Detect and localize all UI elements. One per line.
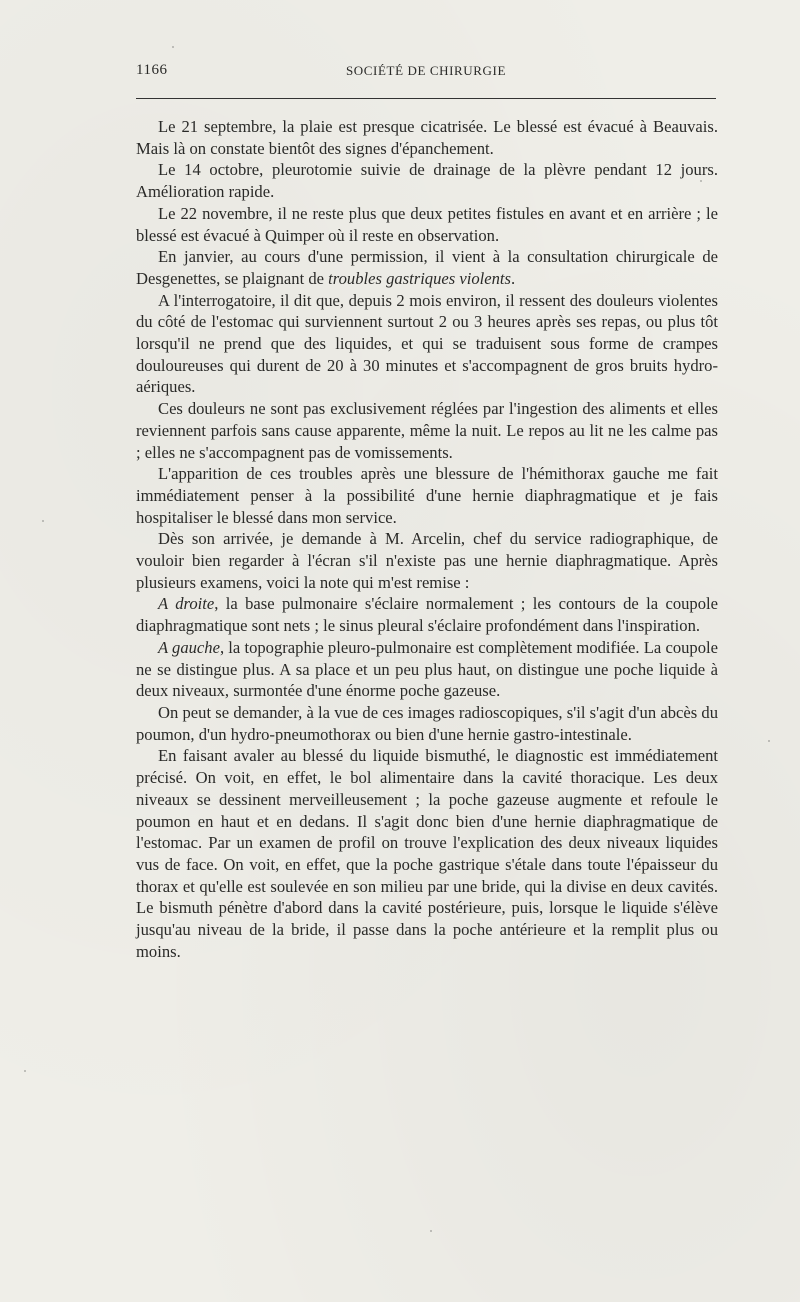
paper-speck [700, 180, 702, 182]
body-text [136, 116, 718, 962]
left-side-label: A gauche [158, 637, 220, 657]
paper-speck [768, 740, 770, 742]
paper-speck [430, 1230, 432, 1232]
paper-speck [24, 1070, 26, 1072]
header-rule [136, 98, 716, 99]
paragraph-pleurotomy: Le 14 octobre, pleurotomie suivie de drainage de la plèvre pendant 12 jours. Amélioration rapide. [136, 160, 718, 202]
page-number: 1166 [136, 62, 168, 78]
paragraph-november: Le 22 novembre, il ne reste plus que deux petites fistules en avant et en arrière ; le blessé est évacué à Quimper où il reste en observation. [136, 203, 718, 245]
paragraph-left-side [136, 637, 718, 702]
paragraph-suspicion: L'apparition de ces troubles après une blessure de l'hémithorax gauche me fait immédiatement penser à la possibilité d'une hernie diaphragmatique et je fais hospitaliser le blessé dans mon service. [136, 464, 718, 527]
consultation-end: . [511, 268, 516, 288]
consultation-text: En janvier, au cours d'une permission, il vient à la consultation chirurgicale de Desgenettes, se plaignant de [136, 247, 718, 288]
paragraph-consultation [136, 246, 718, 289]
consultation-italic: troubles gastriques violents [328, 268, 511, 288]
right-side-text: , la base pulmonaire s'éclaire normalement ; les contours de la coupole diaphragmatique sont nets ; le sinus pleural s'éclaire profondément dans l'inspiration. [136, 594, 718, 636]
paper-speck [42, 520, 44, 522]
paragraph-pain-details: Ces douleurs ne sont pas exclusivement réglées par l'ingestion des aliments et elles reviennent parfois sans cause apparente, même la nuit. Le repos au lit ne les calme pas ; elles ne s'accompagnent pas de vomissements. [136, 399, 718, 462]
right-side-label: A droite [158, 594, 215, 614]
journal-title: SOCIÉTÉ DE CHIRURGIE [345, 63, 507, 78]
paragraph-right-side [136, 593, 718, 636]
paper-speck [172, 46, 174, 48]
paragraph-evacuation: Le 21 septembre, la plaie est presque cicatrisée. Le blessé est évacué à Beauvais. Mais là on constate bientôt des signes d'épanchement. [136, 117, 718, 158]
paragraph-radiography-request: Dès son arrivée, je demande à M. Arcelin, chef du service radiographique, de vouloir bien regarder à l'écran s'il n'existe pas une hernie diaphragmatique. Après plusieurs examens, voici la note qui m'est remise : [136, 529, 718, 592]
paragraph-question: On peut se demander, à la vue de ces images radioscopiques, s'il s'agit d'un abcès du poumon, d'un hydro-pneumothorax ou bien d'une hernie gastro-intestinale. [136, 702, 718, 744]
running-header [136, 62, 716, 84]
left-side-text: , la topographie pleuro-pulmonaire est complètement modifiée. La coupole ne se distingue plus. A sa place et un peu plus haut, on distingue une poche liquide à deux niveaux, surmontée d'une énorme poche gazeuse. [136, 637, 718, 701]
paragraph-interrogation: A l'interrogatoire, il dit que, depuis 2 mois environ, il ressent des douleurs violentes du côté de l'estomac qui surviennent surtout 2 ou 3 heures après ses repas, ou plus tôt lorsqu'il ne prend que des liquides, et qui se traduisent sous forme de crampes douloureuses qui durent de 20 à 30 minutes et s'accompagnent de gros bruits hydro-aériques. [136, 290, 718, 397]
paragraph-bismuth-diagnosis: En faisant avaler au blessé du liquide bismuthé, le diagnostic est immédiatement précisé. On voit, en effet, le bol alimentaire dans la cavité thoracique. Les deux niveaux se dessinent merveilleusement ; la poche gazeuse augmente et refoule le poumon en haut et en dedans. Il s'agit donc bien d'une hernie diaphragmatique de l'estomac. Par un examen de profil on trouve l'explication des deux niveaux liquides vus de face. On voit, en effet, que la poche gastrique s'étale dans toute l'épaisseur du thorax et qu'elle est soulevée en son milieu par une bride, qui la divise en deux cavités. Le bismuth pénètre d'abord dans la cavité postérieure, puis, lorsque le liquide s'élève jusqu'au niveau de la bride, il passe dans la poche antérieure et la remplit plus ou moins. [136, 746, 718, 961]
